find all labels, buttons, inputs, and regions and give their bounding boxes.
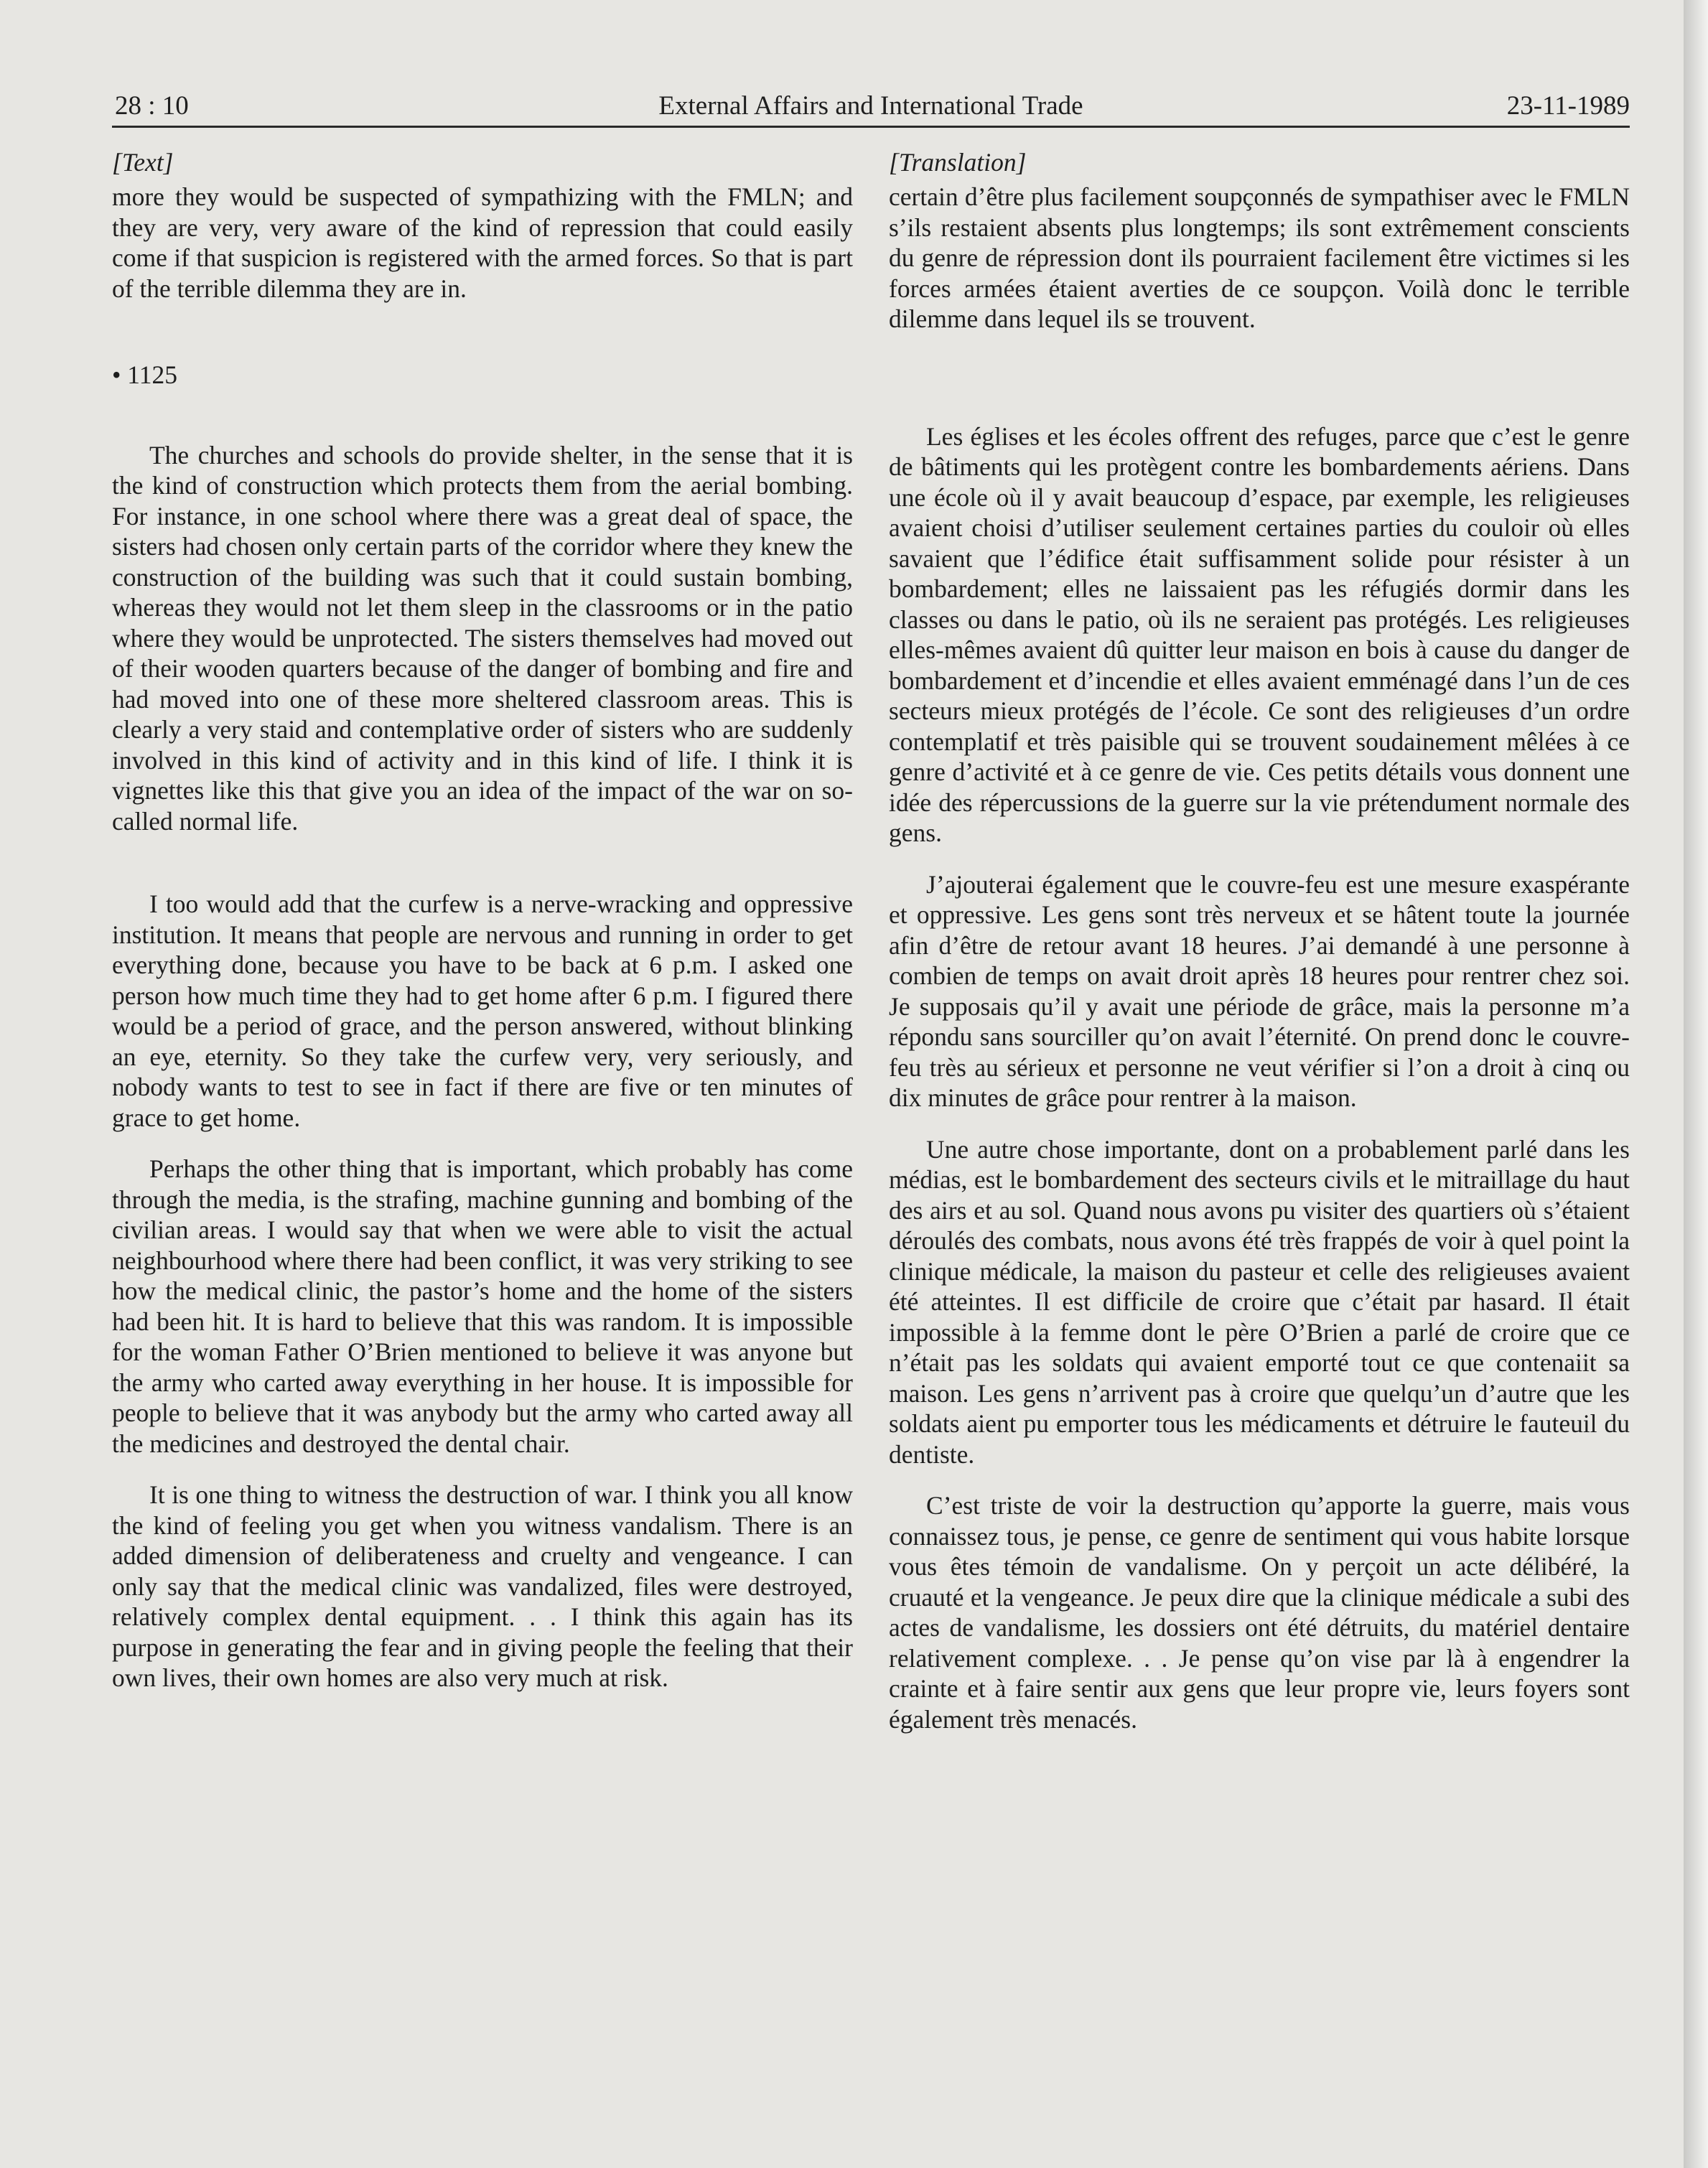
- scan-edge: [1684, 0, 1708, 2168]
- paragraph: J’ajouterai également que le couvre-feu est une mesure exaspérante et oppressive. Les gens sont très nerveux et se hâtent toute la journée afin d’être de retour avant 18 heures. J’ai demandé à une personne à combien de temps on avait droit après 18 heures pour rentrer chez soi. Je supposais qu’il y avait une période de grâce, mais la personne m’a répondu sans sourciller qu’on avait l’éternité. On prend donc le couvre-feu très au sérieux et personne ne veut vérifier si l’on a droit à cinq ou dix minutes de grâce pour rentrer à la maison.: [889, 869, 1630, 1112]
- page-title: External Affairs and International Trade: [658, 91, 1083, 121]
- time-marker: • 1125: [112, 360, 177, 389]
- paragraph: Une autre chose importante, dont on a probablement parlé dans les médias, est le bombardement des secteurs civils et le mitraillage du haut des airs et au sol. Quand nous avons pu visiter des quartiers où s’étaient déroulés des combats, nous avons été très frappés de voir à quel point la clinique médicale, la maison du pasteur et celle des religieuses avaient été atteintes. Il est difficile de croire que c’était par hasard. Il était impossible à la femme dont le père O’Brien a parlé de croire que ce n’était pas les soldats qui avaient emporté tout ce que contenaiit sa maison. Les gens n’arrivent pas à croire que quelqu’un d’autre que les soldats aient pu emporter tous les médicaments et détruire le fauteuil du dentiste.: [889, 1134, 1630, 1469]
- paragraph: It is one thing to witness the destruction of war. I think you all know the kind of feeling you get when you witness vandalism. There is an added dimension of deliberateness and cruelty and vengeance. I can only say that the medical clinic was vandalized, files were destroyed, relatively complex dental equipment. . . I think this again has its purpose in generating the fear and in giving people the feeling that their own lives, their own homes are also very much at risk.: [112, 1480, 853, 1692]
- page-date: 23-11-1989: [1506, 91, 1630, 121]
- header-rule: [112, 126, 1630, 128]
- paragraph: The churches and schools do provide shelter, in the sense that it is the kind of construction which protects them from the aerial bombing. For instance, in one school where there was a great deal of space, the sisters had chosen only certain parts of the corridor where they knew the construction of the building was such that it could sustain bombing, whereas they would not let them sleep in the classrooms or in the patio where they would be unprotected. The sisters themselves had moved out of their wooden quarters because of the danger of bombing and fire and had moved into one of these more sheltered classroom areas. This is clearly a very staid and contemplative order of sisters who are suddenly involved in this kind of activity and in this kind of life. I think it is vignettes like this that give you an idea of the impact of the war on so-called normal life.: [112, 440, 853, 836]
- french-translation-column: [889, 147, 1630, 1734]
- english-text-column: [112, 147, 853, 1693]
- page-number: 28 : 10: [115, 91, 189, 121]
- paragraph: C’est triste de voir la destruction qu’apporte la guerre, mais vous connaissez tous, je pense, ce genre de sentiment qui vous habite lorsque vous êtes témoin de vandalisme. On y perçoit un acte délibéré, la cruauté et la vengeance. Je peux dire que la clinique médicale a subi des actes de vandalisme, les dossiers ont été détruits, du matériel dentaire relativement complexe. . . Je pense qu’on vise par là à engendrer la crainte et à faire sentir aux gens que leur propre vie, leurs foyers sont également très menacés.: [889, 1491, 1630, 1734]
- text-label: [Text]: [112, 148, 174, 177]
- paragraph: Les églises et les écoles offrent des refuges, parce que c’est le genre de bâtiments qui les protègent contre les bombardements aériens. Dans une école où il y avait beaucoup d’espace, par exemple, les religieuses avaient choisi d’utiliser seulement certaines parties du couloir où elles savaient que l’édifice était suffisamment solide pour résister à un bombardement; elles ne laissaient pas les réfugiés dormir dans les classes ou dans le patio, où ils ne seraient pas protégés. Les religieuses elles-mêmes avaient dû quitter leur maison en bois à cause du danger de bombardement et d’incendie et elles avaient emménagé dans l’un de ces secteurs mieux protégés de l’école. Ce sont des religieuses d’un ordre contemplatif et très paisible qui se trouvent soudainement mêlées à ce genre d’activité et à ce genre de vie. Ces petits détails vous donnent une idée des répercussions de la guerre sur la vie prétendument normale des gens.: [889, 421, 1630, 847]
- paragraph: more they would be suspected of sympathizing with the FMLN; and they are very, very aware of the kind of repression that could easily come if that suspicion is registered with the armed forces. So that is part of the terrible dilemma they are in.: [112, 182, 853, 303]
- paragraph: I too would add that the curfew is a nerve-wracking and oppressive institution. It means that people are nervous and running in order to get everything done, because you have to be back at 6 p.m. I asked one person how much time they had to get home after 6 p.m. I figured there would be a period of grace, and the person answered, without blinking an eye, eternity. So they take the curfew very, very seriously, and nobody wants to test to see in fact if there are five or ten minutes of grace to get home.: [112, 889, 853, 1132]
- paragraph: certain d’être plus facilement soupçonnés de sympathiser avec le FMLN s’ils restaient absents plus longtemps; ils sont extrêmement conscients du genre de répression dont ils pourraient facilement être victimes si les forces armées étaient averties de ce soupçon. Voilà donc le terrible dilemme dans lequel ils se trouvent.: [889, 182, 1630, 333]
- page-header: [112, 85, 1630, 129]
- paragraph: Perhaps the other thing that is important, which probably has come through the media, is the strafing, machine gunning and bombing of the civilian areas. I would say that when we were able to visit the actual neighbourhood where there had been conflict, it was very striking to see how the medical clinic, the pastor’s home and the home of the sisters had been hit. It is hard to believe that this was random. It is impossible for the woman Father O’Brien mentioned to believe it was anyone but the army who carted away everything in her house. It is impossible for people to believe that it was anybody but the army who carted away all the medicines and destroyed the dental chair.: [112, 1154, 853, 1458]
- translation-label: [Translation]: [889, 148, 1027, 177]
